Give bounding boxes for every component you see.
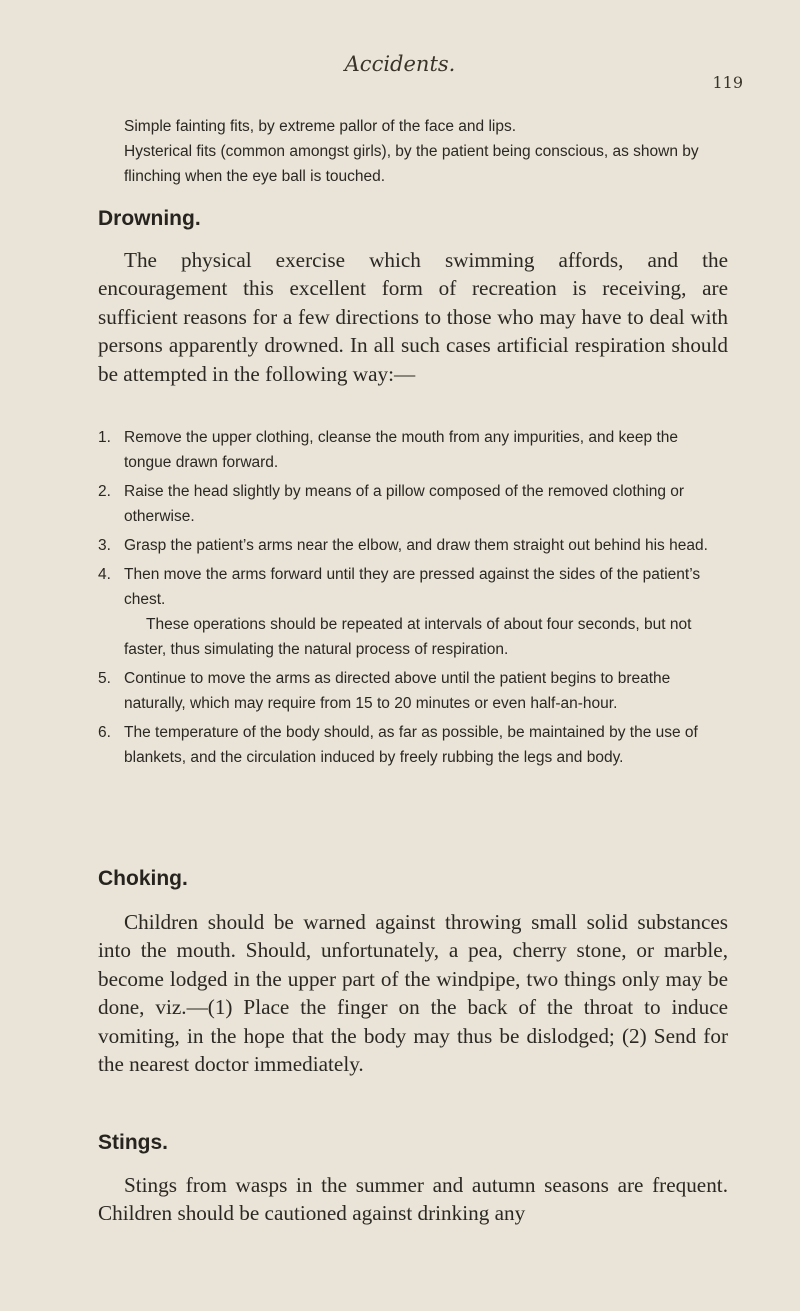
paragraph-drowning: The physical exercise which swimming affords, and the encouragement this excellent form of recreation is receiving, are sufficient reasons for a few directions to those who may have to deal with persons apparently drowned. In all such cases artificial respiration should be attempted in the following way:— [98, 248, 728, 386]
step-text: Raise the head slightly by means of a pillow composed of the removed clothing or otherwise. [124, 483, 685, 525]
resuscitation-steps-list [98, 425, 728, 774]
step-text: Remove the upper clothing, cleanse the mouth from any impurities, and keep the tongue drawn forward. [124, 429, 679, 471]
list-item [98, 533, 728, 558]
section-heading-choking: Choking. [98, 867, 188, 890]
step-number: 4. [98, 566, 111, 583]
step-note: These operations should be repeated at intervals of about four seconds, but not faster, thus simulating the natural process of respiration. [124, 616, 692, 658]
list-item [98, 425, 728, 475]
step-number: 2. [98, 483, 111, 500]
intro-line-fainting: Simple fainting fits, by extreme pallor of the face and lips. [124, 118, 517, 135]
step-text: Then move the arms forward until they are pressed against the sides of the patient’s chest. [124, 566, 701, 608]
section-heading-stings: Stings. [98, 1131, 169, 1154]
section-heading-drowning: Drowning. [98, 207, 201, 230]
list-item [98, 666, 728, 716]
step-number: 1. [98, 429, 111, 446]
intro-text [124, 114, 724, 189]
step-text: The temperature of the body should, as far as possible, be maintained by the use of blankets, and the circulation induced by freely rubbing the legs and body. [124, 724, 698, 766]
intro-line-hysterical: Hysterical fits (common amongst girls), by the patient being conscious, as shown by flinching when the eye ball is touched. [124, 143, 699, 185]
paragraph-choking: Children should be warned against throwing small solid substances into the mouth. Should, unfortunately, a pea, cherry stone, or marble, become lodged in the upper part of the windpipe, two things only may be done, viz.—(1) Place the finger on the back of the throat to induce vomiting, in the hope that the body may thus be dislodged; (2) Send for the nearest doctor immediately. [98, 910, 728, 1077]
step-text: Continue to move the arms as directed above until the patient begins to breathe naturally, which may require from 15 to 20 minutes or even half-an-hour. [124, 670, 671, 712]
step-number: 3. [98, 537, 111, 554]
step-text: Grasp the patient’s arms near the elbow, and draw them straight out behind his head. [124, 537, 708, 554]
step-number: 6. [98, 724, 111, 741]
page-number: 119 [712, 73, 743, 92]
list-item [98, 562, 728, 662]
list-item [98, 720, 728, 770]
running-head: Accidents. [344, 52, 456, 76]
list-item [98, 479, 728, 529]
paragraph-stings: Stings from wasps in the summer and autumn seasons are frequent. Children should be cautioned against drinking any [98, 1173, 728, 1226]
step-number: 5. [98, 670, 111, 687]
